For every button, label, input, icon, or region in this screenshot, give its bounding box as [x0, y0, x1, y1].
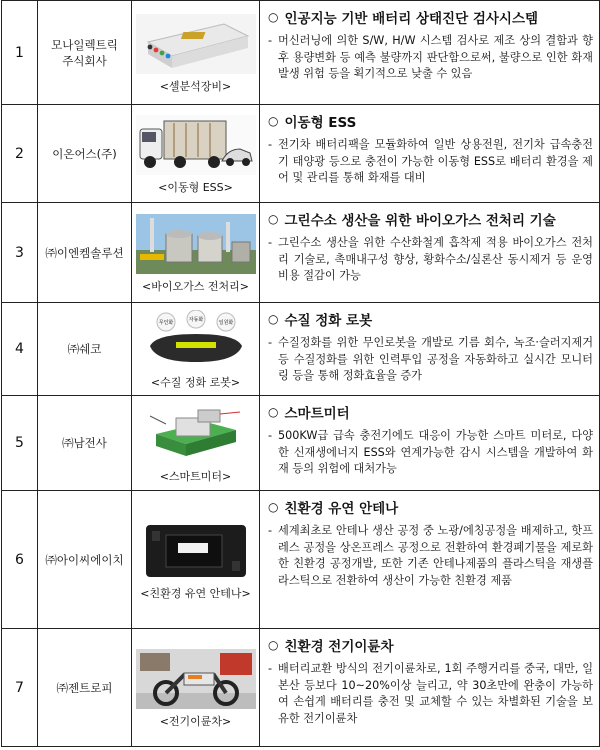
circle-bullet-icon: ○	[268, 500, 279, 514]
circle-bullet-icon: ○	[268, 405, 279, 419]
product-title	[268, 111, 593, 131]
image-caption: <스마트미터>	[159, 470, 232, 483]
image-caption: <이동형 ESS>	[158, 180, 233, 194]
dash-bullet: -	[268, 524, 273, 537]
product-title	[268, 309, 593, 329]
flexible-antenna-image	[136, 521, 256, 581]
mobile-ess-truck-image	[136, 115, 256, 175]
product-description	[268, 523, 593, 589]
row-number: 6	[2, 491, 38, 629]
product-title	[268, 209, 593, 229]
company-name: ㈜남전사	[38, 396, 132, 491]
product-description	[268, 33, 593, 83]
product-image-cell	[132, 396, 260, 491]
circle-bullet-icon: ○	[268, 312, 279, 326]
product-image-cell	[132, 629, 260, 747]
smart-meter-image	[136, 404, 256, 464]
description-cell	[260, 203, 600, 303]
product-title-text: 인공지능 기반 배터리 상태진단 검사시스템	[284, 11, 539, 27]
circle-bullet-icon: ○	[268, 638, 279, 652]
product-title	[268, 497, 593, 517]
dash-bullet: -	[268, 429, 273, 442]
water-robot-image	[136, 310, 256, 370]
company-name: ㈜젠트로피	[38, 629, 132, 747]
image-caption: <바이오가스 전처리>	[142, 279, 249, 293]
image-caption: <친환경 유연 안테나>	[140, 586, 251, 600]
robot-label: 무인화	[158, 320, 173, 326]
product-description-text: 세계최초로 안테나 생산 공정 중 노광/에칭공정을 배제하고, 핫프레스 공정을 상온프레스 공정으로 전환하여 환경폐기물을 제로화한 친환경 공정개발, 또한 기존 안테나제품의 플라스틱을 재생플라스틱으로 전환하여 생산이 가능한 친환경 제품	[278, 524, 593, 587]
image-caption: <셀분석장비>	[159, 79, 232, 93]
circle-bullet-icon: ○	[268, 114, 279, 128]
company-name: 이온어스(주)	[38, 105, 132, 203]
table-row	[2, 105, 600, 203]
electric-motorcycle-image	[136, 649, 256, 709]
table-row	[2, 396, 600, 491]
dash-bullet: -	[268, 662, 273, 675]
description-cell	[260, 396, 600, 491]
row-number: 1	[2, 1, 38, 105]
image-caption: <전기이륜차>	[159, 714, 232, 728]
product-title	[268, 635, 593, 655]
product-description-text: 수질정화를 위한 무인로봇을 개발로 기름 회수, 녹조·슬러지제거 등 수질정화를 위한 인력투입 공정을 자동화하고 실시간 모니터링 등을 통해 정화효율을 증가	[278, 336, 593, 382]
cell-analyzer-device-image	[136, 14, 256, 74]
table-row	[2, 629, 600, 747]
biogas-plant-image	[136, 214, 256, 274]
product-description	[268, 428, 593, 478]
product-image-cell	[132, 1, 260, 105]
description-cell	[260, 1, 600, 105]
product-description-text: 그린수소 생산을 위한 수산화철계 흡착제 적용 바이오가스 전처리 기술로, 촉매내구성 향상, 황화수소/실론산 동시제거 등 운영비용 절감이 가능	[278, 236, 593, 282]
table-row	[2, 303, 600, 396]
product-title	[268, 7, 593, 27]
product-description	[268, 235, 593, 285]
row-number: 3	[2, 203, 38, 303]
circle-bullet-icon: ○	[268, 212, 279, 226]
product-title-text: 이동형 ESS	[284, 115, 357, 131]
product-image-cell	[132, 203, 260, 303]
product-description-text: 머신러닝에 의한 S/W, H/W 시스템 검사로 제조 상의 결함과 향후 용량변화 등 예측 불량까지 판단함으로써, 불량으로 인한 화재발생 위험 등을 획기적으로 낮출 수 있음	[278, 34, 593, 80]
row-number: 2	[2, 105, 38, 203]
product-title-text: 스마트미터	[284, 406, 350, 422]
company-name: 모나일렉트릭 주식회사	[38, 1, 132, 105]
product-table	[1, 0, 600, 747]
product-title-text: 수질 정화 로봇	[284, 313, 373, 329]
product-title	[268, 402, 593, 422]
company-name: ㈜이엔켐솔루션	[38, 203, 132, 303]
product-description	[268, 335, 593, 385]
robot-label: 일원화	[218, 320, 233, 326]
product-description-text: 500KW급 급속 충전기에도 대응이 가능한 스마트 미터로, 다양한 신재생에너지 ESS와 연계가능한 감시 시스템을 개발하여 화재 등의 위험에 대처가능	[278, 429, 593, 475]
row-number: 7	[2, 629, 38, 747]
product-image-cell	[132, 105, 260, 203]
dash-bullet: -	[268, 138, 273, 151]
product-image-cell	[132, 491, 260, 629]
description-cell	[260, 303, 600, 396]
product-title-text: 그린수소 생산을 위한 바이오가스 전처리 기술	[284, 213, 556, 229]
description-cell	[260, 105, 600, 203]
product-description-text: 배터리교환 방식의 전기이륜차로, 1회 주행거리를 중국, 대만, 일본산 등보다 10~20%이상 늘리고, 약 30초만에 완충이 가능하여 손쉽게 배터리를 충전 및 교체할 수 있는 차별화된 기술을 보유한 전기이륜차	[278, 662, 593, 725]
product-title-text: 친환경 유연 안테나	[284, 501, 399, 517]
table-row	[2, 203, 600, 303]
product-image-cell	[132, 303, 260, 396]
dash-bullet: -	[268, 336, 273, 349]
dash-bullet: -	[268, 34, 273, 47]
product-description	[268, 661, 593, 727]
product-description-text: 전기차 배터리팩을 모듈화하여 일반 상용전원, 전기차 급속충전기 태양광 등으로 충전이 가능한 이동형 ESS로 배터리 환경을 제어 및 관리를 통해 화재를 대비	[278, 138, 593, 184]
company-name: ㈜쉐코	[38, 303, 132, 396]
row-number: 4	[2, 303, 38, 396]
description-cell	[260, 491, 600, 629]
dash-bullet: -	[268, 236, 273, 249]
robot-label: 자동화	[188, 317, 203, 323]
table-row	[2, 1, 600, 105]
table-row	[2, 491, 600, 629]
image-caption: <수질 정화 로봇>	[150, 376, 241, 389]
product-description	[268, 137, 593, 187]
description-cell	[260, 629, 600, 747]
company-name: ㈜아이씨에이치	[38, 491, 132, 629]
circle-bullet-icon: ○	[268, 10, 279, 24]
row-number: 5	[2, 396, 38, 491]
product-title-text: 친환경 전기이륜차	[284, 639, 394, 655]
